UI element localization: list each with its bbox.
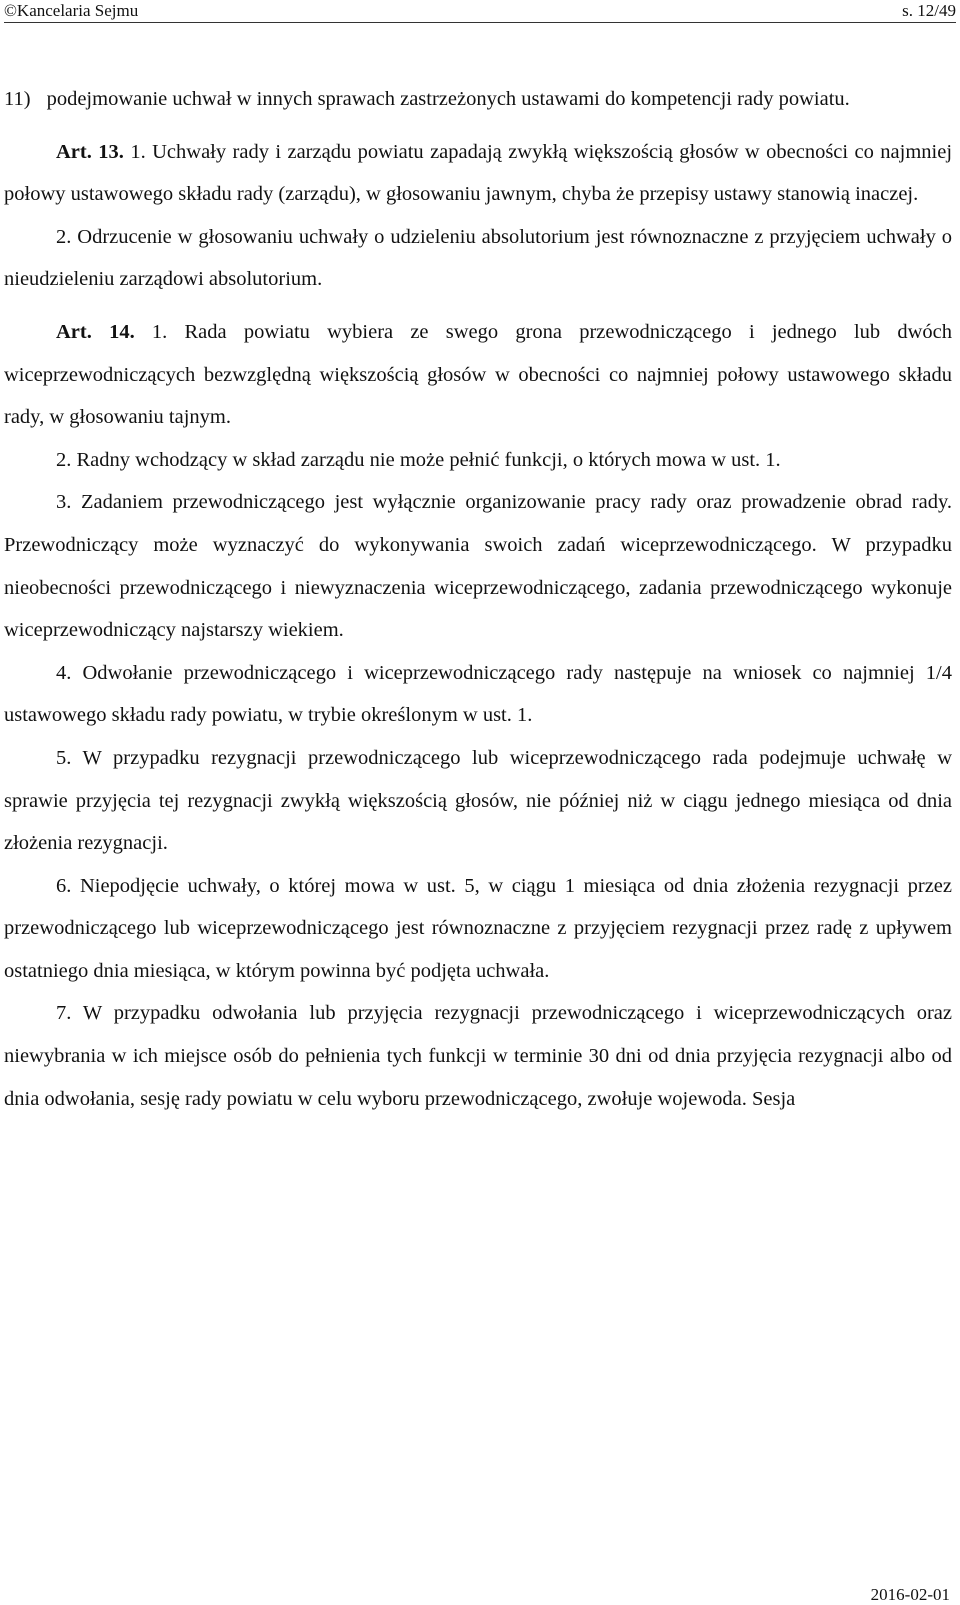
art-14-paragraph-3 bbox=[4, 481, 952, 651]
paragraph-text: 2. Odrzucenie w głosowaniu uchwały o udzieleniu absolutorium jest równoznaczne z przyjęciem uchwały o nieudzieleniu zarządowi absolutorium. bbox=[4, 225, 952, 291]
art-14-paragraph-6 bbox=[4, 865, 952, 993]
document-body bbox=[4, 78, 952, 1120]
art-13-paragraph-1 bbox=[4, 131, 952, 216]
footer-date: 2016-02-01 bbox=[870, 1585, 950, 1604]
art-14-paragraph-5 bbox=[4, 737, 952, 865]
paragraph-text: 7. W przypadku odwołania lub przyjęcia rezygnacji przewodniczącego i wiceprzewodniczących oraz niewybrania w ich miejsce osób do pełnienia tych funkcji w terminie 30 dni od dnia przyjęcia rezygnacji albo od dnia odwołania, sesję rady powiatu w celu wyboru przewodniczącego, zwołuje wojewoda. Sesja bbox=[4, 1002, 952, 1110]
art-13-paragraph-2 bbox=[4, 216, 952, 301]
paragraph-text: 6. Niepodjęcie uchwały, o której mowa w ust. 5, w ciągu 1 miesiąca od dnia złożenia rezygnacji przez przewodniczącego lub wiceprzewodniczącego jest równoznaczne z przyjęciem rezygnacji przez radę z upływem ostatniego dnia miesiąca, w którym powinna być podjęta uchwała. bbox=[4, 874, 952, 982]
art-14-paragraph-1 bbox=[4, 311, 952, 439]
art-14-paragraph-4 bbox=[4, 652, 952, 737]
art-14-paragraph-2 bbox=[4, 439, 952, 482]
header-page-number: s. 12/49 bbox=[902, 1, 956, 20]
article-label: Art. 14. bbox=[56, 320, 135, 343]
header-source: ©Kancelaria Sejmu bbox=[4, 1, 139, 20]
paragraph-text: 5. W przypadku rezygnacji przewodniczącego lub wiceprzewodniczącego rada podejmuje uchwałę w sprawie przyjęcia tej rezygnacji zwykłą większością głosów, nie później niż w ciągu jednego miesiąca od dnia złożenia rezygnacji. bbox=[4, 746, 952, 855]
paragraph-text: 2. Radny wchodzący w skład zarządu nie może pełnić funkcji, o których mowa w ust. 1. bbox=[56, 448, 781, 471]
page-header bbox=[4, 0, 956, 23]
article-label: Art. 13. bbox=[56, 140, 124, 163]
paragraph-text: 4. Odwołanie przewodniczącego i wiceprzewodniczącego rady następuje na wniosek co najmniej 1/4 ustawowego składu rady powiatu, w trybie określonym w ust. 1. bbox=[4, 661, 952, 727]
article-text: 1. Uchwały rady i zarządu powiatu zapadają zwykłą większością głosów w obecności co najmniej połowy ustawowego składu rady (zarządu), w głosowaniu jawnym, chyba że przepisy ustawy stanowią inaczej. bbox=[4, 140, 953, 206]
art-14-paragraph-7 bbox=[4, 992, 952, 1120]
paragraph-text: 3. Zadaniem przewodniczącego jest wyłącznie organizowanie pracy rady oraz prowadzenie obrad rady. Przewodniczący może wyznaczyć do wykonywania swoich zadań wiceprzewodniczącego. W przypadku nieobecności przewodniczącego i niewyznaczenia wiceprzewodniczącego, zadania przewodniczącego wykonuje wiceprzewodniczący najstarszy wiekiem. bbox=[4, 491, 952, 642]
list-item-11 bbox=[4, 78, 952, 121]
article-text: 1. Rada powiatu wybiera ze swego grona przewodniczącego i jednego lub dwóch wiceprzewodniczących bezwzględną większością głosów w obecności co najmniej połowy ustawowego składu rady, w głosowaniu tajnym. bbox=[4, 320, 953, 429]
list-item-text: podejmowanie uchwał w innych sprawach zastrzeżonych ustawami do kompetencji rady powiatu. bbox=[46, 88, 850, 110]
list-item-number: 11) bbox=[4, 88, 31, 110]
